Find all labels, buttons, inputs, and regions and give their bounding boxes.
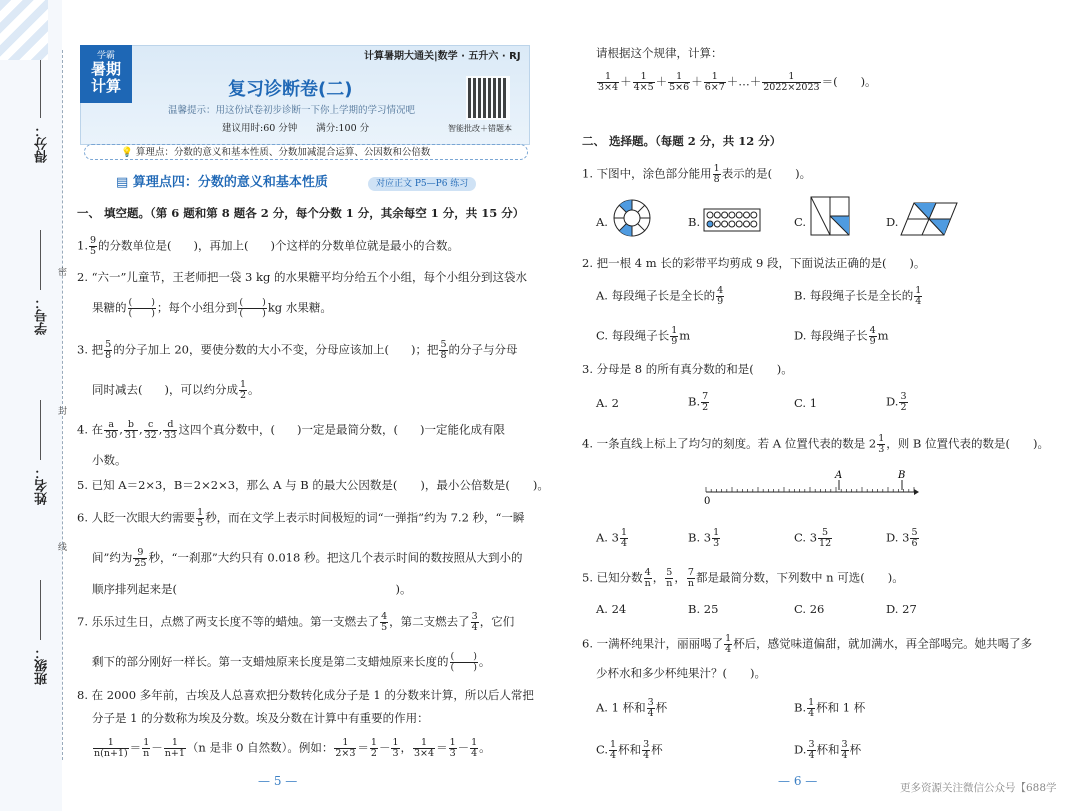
topic-points: 💡 算理点：分数的意义和基本性质、分数加减混合运算、公因数和公倍数 [84,144,528,160]
logo: 学霸 暑期 计算 [80,45,132,103]
choice-6: 6. 一满杯纯果汁，丽丽喝了 $\frac{1}{4}$ 杯后，感觉味道偏甜，就加满水，再全部喝完。她共喝了多 [582,633,1033,655]
choice-4: 4. 一条直线上标上了均匀的刻度。若 A 位置代表的数是 2 $\frac{1}{3}$ ，则 B 位置代表的数是( )。 [582,433,1049,455]
option-d-parallelogram [900,202,958,236]
series-label: 计算暑期大通关|数学 · 五升六 · RJ [364,51,521,62]
page-title: 复习诊断卷(二) [228,79,353,100]
tip-text: 温馨提示：用这份试卷初步诊断一下你上学期的学习情况吧 [168,105,416,116]
topic-ref: 对应正文 P5—P6 练习 [368,177,476,191]
option-a-circle [612,198,652,238]
class-label: 班级： [35,646,50,685]
name-label: 姓名： [35,466,50,505]
question-7: 7. 乐乐过生日，点燃了两支长度不等的蜡烛。第一支燃去了 $\frac{4}{5}$ ，第二支燃去了 $\frac{3}{4}$ ，它们 [77,611,515,633]
binding-strip [0,0,62,811]
question-3: 3. 把 $\frac{5}{8}$ 的分子加上 20，要使分数的大小不变，分母应该加上( )；把 $\frac{5}{8}$ 的分子与分母 [77,339,518,361]
qr-code-icon[interactable] [466,76,510,120]
student-id-label: 学号： [35,296,50,335]
option-b-circles [703,208,761,232]
number-line-zero: 0 [704,496,711,507]
section-2-title: 二、 选择题。（每题 2 分，共 12 分） [582,134,782,148]
page-number-right: — 6 — [778,774,818,788]
point-a-label: A [835,470,843,481]
choice-1: 1. 下图中，涂色部分能用 $\frac{1}{8}$ 表示的是( )。 [582,163,812,185]
book-icon: ▤ [116,175,129,190]
choice-3: 3. 分母是 8 的所有真分数的和是( )。 [582,362,793,376]
question-2: 2. “六一”儿童节，王老师把一袋 3 kg 的水果糖平均分给五个小组，每个小组分到这袋水 [77,270,527,284]
question-5: 5. 已知 A＝2×3，B＝2×2×3，那么 A 与 B 的最大公因数是( )，最小公倍数是( )。 [77,478,549,492]
bulb-icon: 💡 [121,147,133,158]
score-label: 得分： [35,124,50,163]
choice-5: 5. 已知分数 $\frac{4}{n}$ ， $\frac{5}{n}$ ， $\frac{7}{n}$ 都是最简分数，下列数中 n 可选( )。 [582,567,904,589]
question-1: 1. $\frac{9}{5}$ 的分数单位是( )，再加上( )个这样的分数单位就是最小的合数。 [77,235,460,257]
rule-intro: 请根据这个规律，计算： [596,46,723,60]
option-c-square [810,196,850,236]
question-6: 6. 人眨一次眼大约需要 $\frac{1}{5}$ 秒，而在文学上表示时间极短的词“一弹指”约为 7.2 秒，“一瞬 [77,507,525,529]
point-b-label: B [898,470,906,481]
time-text: 建议用时:60 分钟 满分:100 分 [222,123,370,134]
number-line [700,466,920,506]
choice-2: 2. 把一根 4 m 长的彩带平均剪成 9 段，下面说法正确的是( )。 [582,256,926,270]
question-4: 4. 在 $\frac{a}{30}$ , $\frac{b}{31}$ , $\frac{c}{32}$ , $\frac{d}{33}$ 这四个真分数中，( )一定是最简分数，( )一定能化成有限 [77,419,505,441]
page-number-left: — 5 — [258,774,298,788]
section-1-title: 一、 填空题。（第 6 题和第 8 题各 2 分，每个分数 1 分，其余每空 1 分，共 15 分） [77,206,525,220]
sum-expression: $\frac{1}{3\times 4}$ ＋ $\frac{1}{4\times 5}$ ＋ $\frac{1}{5\times 6}$ ＋ $\frac{1}{6\times 7}$ ＋…＋ $\frac{1}{2022\times 2023}$ ＝( )。 [598,71,877,93]
corner-stripes [0,0,48,60]
topic-heading: ▤ 算理点四：分数的意义和基本性质 [116,175,328,190]
question-8: 8. 在 2000 多年前，古埃及人总喜欢把分数转化成分子是 1 的分数来计算，所以后人常把 [77,688,534,702]
qr-caption: 智能批改＋错题本 [448,124,512,133]
footer-note: 更多资源关注微信公众号【688学 [900,782,1057,794]
